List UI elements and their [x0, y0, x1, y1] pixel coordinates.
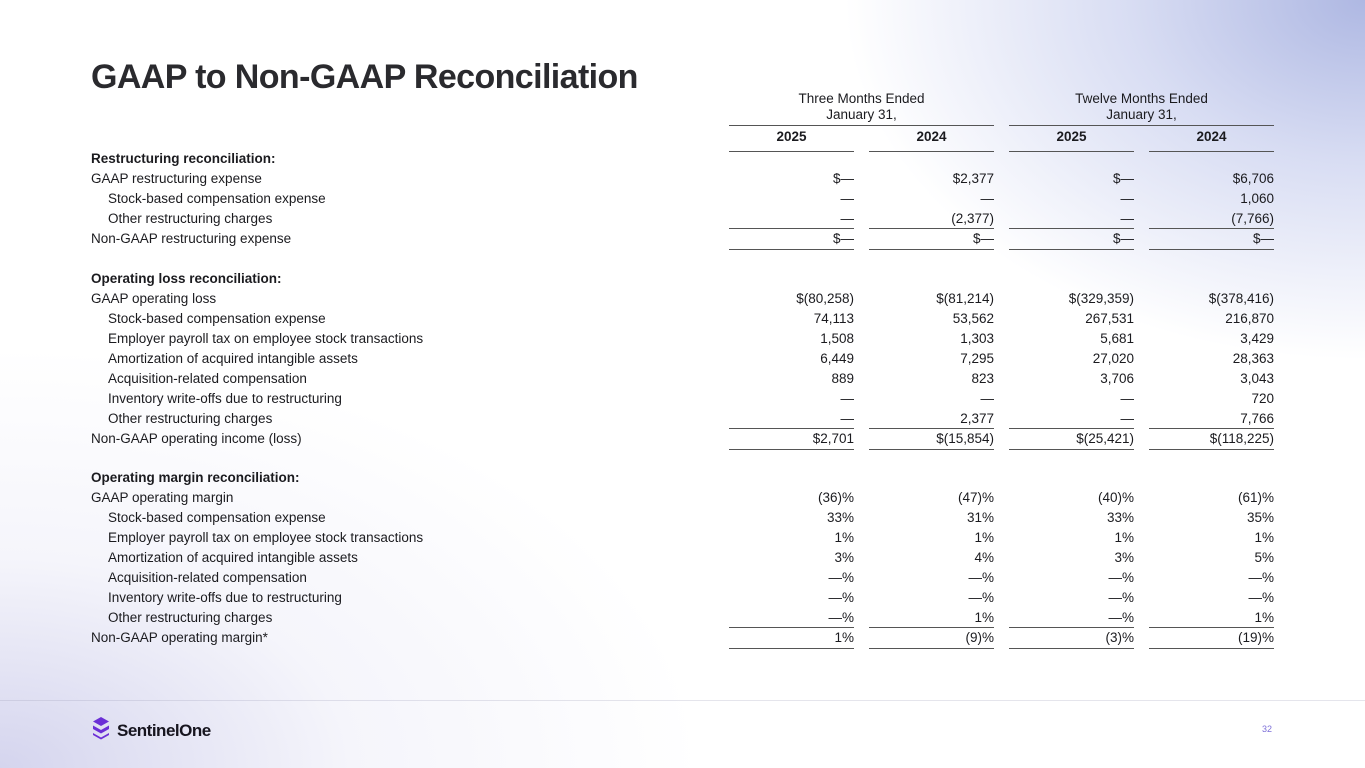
table-cell: —%	[828, 570, 854, 585]
table-cell: (61)%	[1237, 490, 1274, 505]
table-cell: $(378,416)	[1208, 291, 1274, 306]
total-row	[0, 230, 1365, 250]
table-cell: (47)%	[957, 490, 994, 505]
subtotal-rule	[729, 627, 854, 628]
table-cell: 3%	[834, 550, 854, 565]
total-row	[0, 629, 1365, 649]
table-cell: 7,295	[960, 351, 994, 366]
total-rule	[1149, 249, 1274, 250]
column-group-line2: January 31,	[826, 107, 897, 122]
table-cell: 1%	[974, 530, 994, 545]
row-label: Employer payroll tax on employee stock transactions	[108, 530, 424, 545]
table-row	[0, 290, 1365, 310]
table-row	[0, 569, 1365, 589]
subtotal-rule	[729, 428, 854, 429]
table-cell: 1%	[834, 630, 854, 645]
table-cell: —%	[828, 610, 854, 625]
row-label: Other restructuring charges	[108, 411, 273, 426]
table-cell: 27,020	[1092, 351, 1134, 366]
year-header: 2025	[776, 129, 807, 144]
table-cell: (2,377)	[951, 211, 994, 226]
total-rule	[1149, 449, 1274, 450]
table-cell: 74,113	[813, 311, 854, 326]
table-cell: —%	[1108, 570, 1134, 585]
table-cell: 216,870	[1225, 311, 1274, 326]
page-number: 32	[1262, 724, 1273, 734]
total-rule	[869, 648, 994, 649]
total-rule	[869, 449, 994, 450]
total-rule	[729, 648, 854, 649]
table-cell: 1,508	[820, 331, 854, 346]
column-group-line1: Twelve Months Ended	[1075, 91, 1208, 106]
footer-divider	[0, 700, 1365, 701]
brand-logo	[91, 716, 211, 745]
table-cell: $2,701	[812, 431, 854, 446]
table-row	[0, 210, 1365, 230]
table-cell: 31%	[966, 510, 994, 525]
table-cell: 2,377	[960, 411, 994, 426]
table-cell: 267,531	[1085, 311, 1134, 326]
column-group-line2: January 31,	[1106, 107, 1177, 122]
table-cell: 33%	[1106, 510, 1134, 525]
table-cell: —	[840, 411, 854, 426]
row-label: Stock-based compensation expense	[108, 510, 326, 525]
table-cell: —	[840, 191, 854, 206]
table-row	[0, 390, 1365, 410]
table-cell: —	[840, 211, 854, 226]
table-cell: 7,766	[1240, 411, 1274, 426]
row-label: Amortization of acquired intangible assets	[108, 550, 358, 565]
table-row	[0, 310, 1365, 330]
subtotal-rule	[869, 428, 994, 429]
subtotal-rule	[1009, 228, 1134, 229]
brand-name: SentinelOne	[117, 720, 211, 740]
table-cell: (7,766)	[1231, 211, 1274, 226]
total-row	[0, 430, 1365, 450]
table-cell: —	[840, 391, 854, 406]
row-label: Non-GAAP restructuring expense	[91, 231, 292, 246]
row-label: Employer payroll tax on employee stock transactions	[108, 331, 424, 346]
row-label: Other restructuring charges	[108, 211, 273, 226]
table-cell: $2,377	[952, 171, 994, 186]
table-cell: 35%	[1246, 510, 1274, 525]
row-label: Stock-based compensation expense	[108, 311, 326, 326]
table-cell: —%	[968, 590, 994, 605]
table-cell: $—	[832, 171, 854, 186]
table-cell: —	[980, 191, 994, 206]
row-label: GAAP operating margin	[91, 490, 234, 505]
year-header: 2024	[1196, 129, 1227, 144]
table-cell: 889	[831, 371, 854, 386]
table-cell: —%	[968, 570, 994, 585]
row-label: GAAP operating loss	[91, 291, 217, 306]
row-label: Non-GAAP operating income (loss)	[91, 431, 302, 446]
table-cell: 33%	[826, 510, 854, 525]
subtotal-rule	[869, 228, 994, 229]
table-cell: —%	[1248, 590, 1274, 605]
subtotal-rule	[1149, 228, 1274, 229]
row-label: Stock-based compensation expense	[108, 191, 326, 206]
table-cell: $—	[972, 231, 994, 246]
table-cell: (9)%	[965, 630, 994, 645]
table-cell: 5%	[1254, 550, 1274, 565]
row-label: Acquisition-related compensation	[108, 570, 307, 585]
table-cell: —%	[1248, 570, 1274, 585]
table-cell: 1%	[1254, 610, 1274, 625]
table-cell: $(118,225)	[1209, 431, 1274, 446]
table-cell: —	[1120, 391, 1134, 406]
section-header-row	[0, 150, 1365, 170]
table-cell: —%	[1108, 590, 1134, 605]
table-cell: $—	[1112, 171, 1134, 186]
total-rule	[869, 249, 994, 250]
table-cell: 28,363	[1232, 351, 1274, 366]
table-cell: —%	[1108, 610, 1134, 625]
subtotal-rule	[729, 228, 854, 229]
row-label: Restructuring reconciliation:	[91, 151, 276, 166]
total-rule	[1009, 249, 1134, 250]
table-cell: 720	[1251, 391, 1274, 406]
table-row	[0, 609, 1365, 629]
table-cell: $(25,421)	[1076, 431, 1134, 446]
table-cell: (40)%	[1097, 490, 1134, 505]
row-label: Inventory write-offs due to restructuring	[108, 590, 342, 605]
table-cell: 823	[971, 371, 994, 386]
column-group-rule	[729, 125, 994, 126]
row-label: Amortization of acquired intangible assets	[108, 351, 358, 366]
table-cell: $—	[1252, 231, 1274, 246]
table-cell: —	[1120, 191, 1134, 206]
year-header: 2025	[1056, 129, 1087, 144]
table-cell: 3,706	[1100, 371, 1134, 386]
table-cell: 1%	[834, 530, 854, 545]
table-cell: 1,303	[960, 331, 994, 346]
row-label: Non-GAAP operating margin*	[91, 630, 268, 645]
row-label: Other restructuring charges	[108, 610, 273, 625]
table-cell: $—	[1112, 231, 1134, 246]
table-cell: 4%	[974, 550, 994, 565]
table-cell: $(15,854)	[936, 431, 994, 446]
table-cell: (3)%	[1105, 630, 1134, 645]
row-label: Acquisition-related compensation	[108, 371, 307, 386]
table-row	[0, 589, 1365, 609]
table-row	[0, 370, 1365, 390]
table-cell: 1,060	[1240, 191, 1274, 206]
subtotal-rule	[1009, 428, 1134, 429]
total-rule	[1009, 449, 1134, 450]
total-rule	[1149, 648, 1274, 649]
table-row	[0, 330, 1365, 350]
table-row	[0, 509, 1365, 529]
table-cell: $6,706	[1232, 171, 1274, 186]
column-group-rule	[1009, 125, 1274, 126]
table-cell: 3,043	[1240, 371, 1274, 386]
subtotal-rule	[1149, 428, 1274, 429]
table-cell: (19)%	[1237, 630, 1274, 645]
subtotal-rule	[1009, 627, 1134, 628]
page-title: GAAP to Non-GAAP Reconciliation	[91, 58, 638, 96]
total-rule	[729, 249, 854, 250]
table-row	[0, 529, 1365, 549]
table-cell: 53,562	[952, 311, 994, 326]
table-row	[0, 549, 1365, 569]
table-cell: 1%	[974, 610, 994, 625]
table-row	[0, 410, 1365, 430]
total-rule	[1009, 648, 1134, 649]
section-header-row	[0, 270, 1365, 290]
section-header-row	[0, 469, 1365, 489]
table-row	[0, 350, 1365, 370]
sentinelone-logo-icon	[91, 716, 111, 745]
table-cell: 3,429	[1240, 331, 1274, 346]
table-cell: $—	[832, 231, 854, 246]
year-header: 2024	[916, 129, 947, 144]
row-label: GAAP restructuring expense	[91, 171, 262, 186]
table-row	[0, 190, 1365, 210]
column-group-three-months	[729, 91, 994, 123]
subtotal-rule	[1149, 627, 1274, 628]
column-group-line1: Three Months Ended	[798, 91, 925, 106]
table-cell: $(80,258)	[796, 291, 854, 306]
table-cell: —	[1120, 211, 1134, 226]
table-cell: —	[1120, 411, 1134, 426]
table-cell: $(329,359)	[1068, 291, 1134, 306]
total-rule	[729, 449, 854, 450]
table-cell: $(81,214)	[936, 291, 994, 306]
subtotal-rule	[869, 627, 994, 628]
table-cell: —%	[828, 590, 854, 605]
table-cell: 1%	[1114, 530, 1134, 545]
table-cell: 6,449	[820, 351, 854, 366]
table-cell: —	[980, 391, 994, 406]
table-cell: (36)%	[817, 490, 854, 505]
table-cell: 1%	[1254, 530, 1274, 545]
row-label: Operating loss reconciliation:	[91, 271, 282, 286]
table-row	[0, 489, 1365, 509]
table-cell: 3%	[1114, 550, 1134, 565]
table-cell: 5,681	[1100, 331, 1134, 346]
row-label: Operating margin reconciliation:	[91, 470, 300, 485]
table-row	[0, 170, 1365, 190]
row-label: Inventory write-offs due to restructuring	[108, 391, 342, 406]
column-group-twelve-months	[1009, 91, 1274, 123]
